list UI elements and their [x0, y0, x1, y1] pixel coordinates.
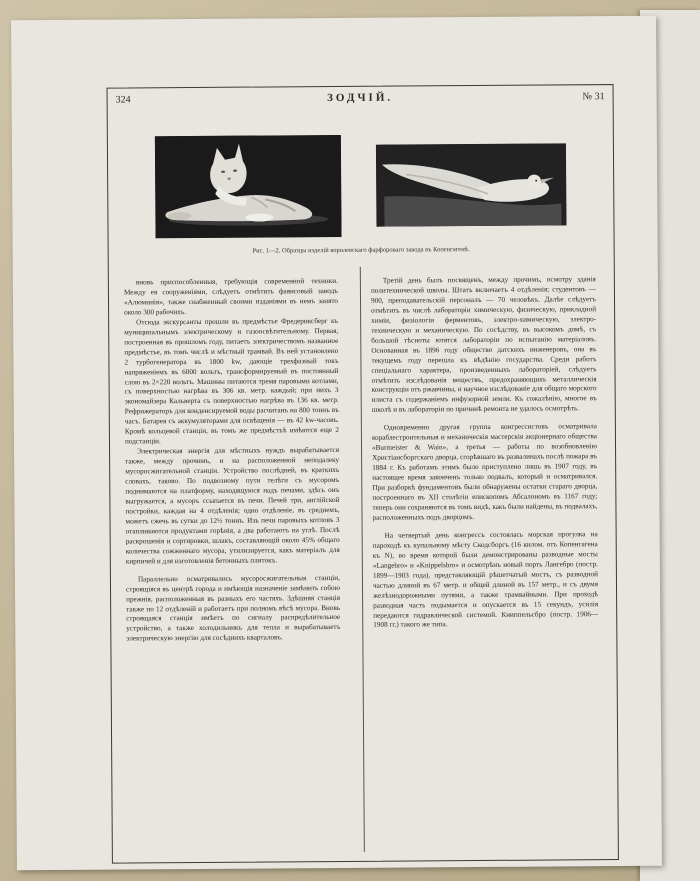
journal-title: ЗОДЧІЙ.	[327, 91, 394, 105]
paragraph: вновь приспособленныя, требующія современной техники. Между ея сооруженіями, слѣдуетъ отмѣтить фаянсовый заводъ «Алюминія», также снабженный своими изданіями въ немъ занято около 300 рабочихъ.	[123, 276, 339, 317]
issue-number: № 31	[582, 91, 605, 103]
left-text-column	[124, 277, 342, 843]
journal-page	[11, 16, 662, 870]
page-frame	[107, 84, 619, 864]
paragraph: На четвертый день конгрессъ состоялась морская прогулка на пароходѣ къ купальному мѣсту Скодсборгъ (16 килом. отъ Копенгагена къ N), во время которой были демонстрированы разводные мосты «Langebro» и «Knippelsbro» и осмотрѣнъ новый порть Лангебро (постр. 1899—1903 года), представляющій рѣшетчатый мостъ, съ разводной частью длиной въ 67 метр. и общей длиной въ 157 метр., и съ двумя желѣзнодорожными путями, а также трамвайными. При проходѣ разводная часть подымается и опускается въ 15 секундъ, усилія передаются гидравлической системой. Книппельсбро (постр. 1906—1908 гг.) такого же типа.	[372, 530, 599, 630]
page-number: 324	[115, 94, 131, 106]
paragraph: Параллельно осматривались мусоросжигательныя станціи, строящіяся въ центрѣ города и имѣющія назначеніе замѣнить собою прежнія, расположенныя въ разныхъ его частяхъ. Здѣшняя станція также по 12 отдѣленій и работаетъ при полномъ вѣсѣ мусора. Вновь строящаяся станція имѣетъ по сигналу распредѣлительное устройство, а также холодильникъ для тепла и вырабатываетъ электрическую энергію для сосѣднихъ кварталовъ.	[125, 573, 341, 643]
figure-caption: Рис. 1—2. Образцы изделій королевскаго фарфороваго завода въ Копенгагенѣ.	[252, 246, 470, 255]
paragraph: Отсюда экскурсанты прошли въ предмѣстье Фредериксберг къ муниципальнымъ электрическому и газоосвѣтительному. Первая, построенная въ прошломъ году, питаетъ электричествомъ названное предмѣстье, въ томъ числѣ и мѣстный трамвай. Въ ней установлено 2 турбогенератора въ 1800 kw, дающіе трехфазный токъ напряженіемъ въ 6000 вольтъ, трансформируемый въ постоянный слою въ 2×220 вольтъ. Машины питаются тремя паровыми котлами, съ поверхностью нагрѣва въ 306 кв. метр. каждый; при нихъ 3 экономайзера Кальверта съ поверхностью нагрѣва въ 136 кв. метр. Рефрижераторъ для конденсируемой воды расчитанъ на 800 тоннъ въ часъ. Батарея съ аккумуляторами для освѣщенія — въ 42 kw-часовъ. Кромѣ кольцевой станціи, въ томъ же предмѣстьѣ имѣются еще 2 подстанціи.	[124, 316, 339, 446]
porcelain-bird-photo	[376, 143, 567, 226]
right-text-column	[371, 275, 600, 842]
paragraph: Третій день былъ посвященъ, между прочимъ, осмотру зданія политехнической школы. Штатъ включаетъ 4 отдѣленія; студентовъ — 900, преподавательскій персоналъ — 70 человѣкъ. Далѣе слѣдуетъ отмѣтить въ числѣ лабораторіи химическую, физическую, прикладной химіи, физіологіи ферментовъ, электро-химическую, электро-техническую и механическую. По сосѣдству, въ высокомъ домѣ, съ большой тѣсноты ютятся лабораторіи по испытанію матеріаловъ. Основанная въ 1896 году общество датскихъ инженеровъ, она въ текущемъ году перешла къ вѣдѣнію государства. Среди работъ спеціальнаго характера, произведенныхъ лабораторіей, слѣдуетъ отмѣтить изслѣдованія веществъ, предохраняющихъ металлическія конструкціи отъ ржавчины, и научное изслѣдованіе для общаго морского илиста съ содержаніемъ инфузорной земли. Къ сожалѣнію, многое въ школѣ и въ лабораторіи по причинѣ ремонта не удалось осмотрѣть.	[370, 275, 597, 415]
page-header	[108, 89, 613, 109]
paragraph: Электрическая энергія для мѣстныхъ нуждъ вырабатывается также, между прочимъ, и на расположенной неподалеку мусоросжигательной станціи. Устройство послѣдней, въ краткихъ словахъ, таково. По подвозному пути телѣги съ мусоромъ поднимаются на платформу, находящуюся надъ печами, здѣсь онъ выгружается, а мусоръ ссыпается въ печи. Печей три, англійской постройки, каждая на 4 отдѣленія; одно отдѣленіе, въ среднемъ, можетъ сжечь въ сутки до 12½ тоннъ. Изъ печи паровыхъ котловъ 3 отапливаются продуктами горѣнія, а два работаютъ на углѣ. Послѣ раскрошенія и сортировки, шлакъ, составляющій около 45% общаго количества сожженнаго мусора, утилизируется, какъ матеріалъ для кирпичей и для изготовленія бетонныхъ плитокъ.	[125, 446, 340, 566]
paragraph: Одновременно другая группа конгрессистовъ осматривала кораблестроительныя и механическія мастерскія акціонернаго общества «Burmeister & Wain», а третья — работы по возобновленію Христіансборгскаго дворца, сгорѣвшаго въ развалинахъ послѣ пожара въ 1884 г. Къ работамъ этимъ было приступлено лишь въ 1907 году, въ настоящее время законченъ только подвалъ, который и осматривался. При разборкѣ фундаментовъ были обнаружены остатки стараго дворца, построеннаго въ XII столѣтіи епископомъ Абсалономъ въ 1167 году; теперь они сохраняются въ томъ видѣ, какъ были найдены, въ подвалахъ, расположенныхъ подъ дворцомъ.	[371, 422, 598, 522]
column-divider	[360, 267, 365, 852]
porcelain-cat-photo	[155, 135, 342, 238]
